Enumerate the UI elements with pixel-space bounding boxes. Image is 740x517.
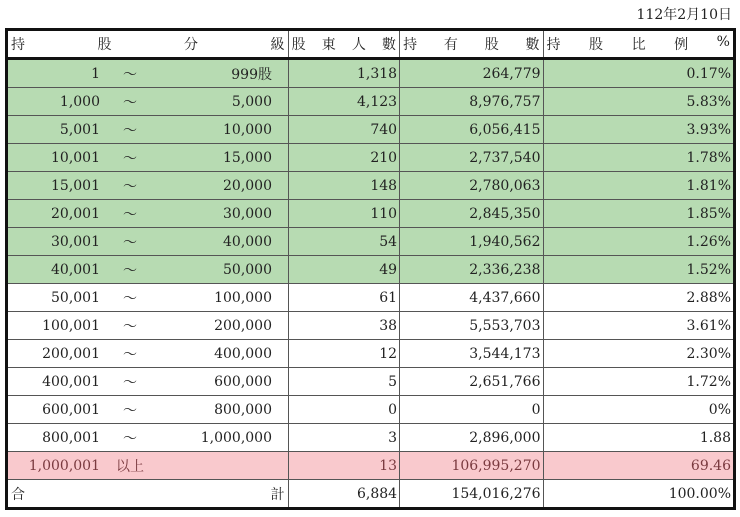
- header-char: 數: [525, 37, 540, 53]
- range-cell: [7, 368, 289, 396]
- range-separator: ～: [123, 150, 137, 167]
- range-separator: ～: [123, 262, 137, 279]
- holders-cell: 4,123: [288, 88, 399, 116]
- table-row: [7, 200, 735, 228]
- range-separator: ～: [123, 206, 137, 223]
- range-cell: [7, 452, 289, 480]
- shares-cell: 1,940,562: [400, 228, 543, 256]
- shares-cell: 264,779: [400, 59, 543, 88]
- range-cell: [7, 59, 289, 88]
- table-row: [7, 424, 735, 452]
- header-row: [7, 30, 735, 59]
- pct-cell: 69.46: [543, 452, 734, 480]
- header-char: 比: [631, 37, 646, 53]
- header-pct: [543, 30, 734, 59]
- header-char: 東: [321, 37, 336, 53]
- range-separator: ～: [123, 234, 137, 251]
- pct-cell: 5.83%: [543, 88, 734, 116]
- range-separator: ～: [123, 94, 137, 111]
- total-label: [7, 480, 289, 509]
- range-separator: ～: [123, 178, 137, 195]
- range-from: 40,001: [51, 261, 100, 278]
- table-row: [7, 144, 735, 172]
- range-to: 5,000: [231, 93, 272, 110]
- range-from: 400,001: [42, 373, 100, 390]
- holders-cell: 3: [288, 424, 399, 452]
- table-row: [7, 116, 735, 144]
- shares-cell: 6,056,415: [400, 116, 543, 144]
- range-to: 50,000: [223, 261, 272, 278]
- range-separator: ～: [123, 290, 137, 307]
- total-label-right: 計: [270, 486, 285, 503]
- pct-cell: 3.61%: [543, 312, 734, 340]
- range-to: 400,000: [214, 345, 272, 362]
- pct-cell: 1.81%: [543, 172, 734, 200]
- pct-cell: 1.52%: [543, 256, 734, 284]
- table-row: [7, 88, 735, 116]
- range-to: 999股: [231, 66, 272, 83]
- header-char: 人: [351, 37, 366, 53]
- range-to: 10,000: [223, 121, 272, 138]
- range-separator: ～: [123, 318, 137, 335]
- shareholding-distribution-table: [5, 28, 736, 510]
- table-row: [7, 340, 735, 368]
- header-char: 股: [589, 37, 604, 53]
- total-label-left: 合: [11, 486, 25, 503]
- range-cell: [7, 116, 289, 144]
- range-separator: ～: [123, 374, 137, 391]
- range-separator: ～: [123, 402, 137, 419]
- range-from: 1,000: [59, 93, 100, 110]
- holders-cell: 740: [288, 116, 399, 144]
- holders-cell: 54: [288, 228, 399, 256]
- range-cell: [7, 340, 289, 368]
- shares-cell: 3,544,173: [400, 340, 543, 368]
- range-to: 600,000: [214, 373, 272, 390]
- shares-cell: 0: [400, 396, 543, 424]
- shares-cell: 2,737,540: [400, 144, 543, 172]
- range-from: 800,001: [42, 429, 100, 446]
- range-to: 15,000: [223, 149, 272, 166]
- range-from: 100,001: [42, 317, 100, 334]
- table-row: [7, 256, 735, 284]
- report-date: 112年2月10日: [636, 7, 732, 23]
- pct-cell: 1.26%: [543, 228, 734, 256]
- range-from: 200,001: [42, 345, 100, 362]
- range-from: 5,001: [59, 121, 100, 138]
- table-row: [7, 59, 735, 88]
- pct-cell: 1.85%: [543, 200, 734, 228]
- pct-cell: 1.78%: [543, 144, 734, 172]
- pct-cell: 1.72%: [543, 368, 734, 396]
- pct-cell: 0%: [543, 396, 734, 424]
- range-separator: ～: [123, 430, 137, 447]
- total-row: [7, 480, 735, 509]
- holders-cell: 61: [288, 284, 399, 312]
- header-char: 持: [546, 37, 561, 53]
- header-char: 分: [184, 37, 199, 53]
- table-row: [7, 368, 735, 396]
- range-cell: [7, 256, 289, 284]
- holders-cell: 0: [288, 396, 399, 424]
- range-separator: ～: [123, 346, 137, 363]
- holders-cell: 49: [288, 256, 399, 284]
- shares-cell: 2,651,766: [400, 368, 543, 396]
- range-cell: [7, 424, 289, 452]
- header-shares: [400, 30, 543, 59]
- pct-cell: 1.88: [543, 424, 734, 452]
- range-separator: ～: [123, 122, 137, 139]
- header-char: 數: [382, 37, 397, 53]
- range-cell: [7, 228, 289, 256]
- header-char: 持: [11, 37, 25, 53]
- total-pct: 100.00%: [543, 480, 734, 509]
- header-char: 持: [403, 37, 418, 53]
- table-row: [7, 452, 735, 480]
- range-separator: 以上: [116, 458, 144, 475]
- range-from: 600,001: [42, 401, 100, 418]
- header-char: %: [716, 34, 730, 50]
- shares-cell: 4,437,660: [400, 284, 543, 312]
- total-shares: 154,016,276: [400, 480, 543, 509]
- pct-cell: 2.88%: [543, 284, 734, 312]
- range-cell: [7, 396, 289, 424]
- range-cell: [7, 312, 289, 340]
- header-char: 級: [270, 37, 285, 53]
- holders-cell: 1,318: [288, 59, 399, 88]
- pct-cell: 2.30%: [543, 340, 734, 368]
- range-cell: [7, 144, 289, 172]
- shares-cell: 2,896,000: [400, 424, 543, 452]
- table-row: [7, 172, 735, 200]
- shares-cell: 8,976,757: [400, 88, 543, 116]
- holders-cell: 148: [288, 172, 399, 200]
- shares-cell: 106,995,270: [400, 452, 543, 480]
- header-range: [7, 30, 289, 59]
- range-from: 1: [91, 65, 100, 82]
- holders-cell: 38: [288, 312, 399, 340]
- pct-cell: 0.17%: [543, 59, 734, 88]
- shares-cell: 5,553,703: [400, 312, 543, 340]
- holders-cell: 110: [288, 200, 399, 228]
- range-cell: [7, 172, 289, 200]
- shares-cell: 2,780,063: [400, 172, 543, 200]
- header-holders: [288, 30, 399, 59]
- range-separator: ～: [123, 66, 137, 83]
- range-from: 15,001: [51, 177, 100, 194]
- range-cell: [7, 88, 289, 116]
- holders-cell: 12: [288, 340, 399, 368]
- range-from: 50,001: [51, 289, 100, 306]
- range-to: 20,000: [223, 177, 272, 194]
- shares-cell: 2,336,238: [400, 256, 543, 284]
- range-from: 10,001: [51, 149, 100, 166]
- range-to: 40,000: [223, 233, 272, 250]
- holders-cell: 210: [288, 144, 399, 172]
- table-row: [7, 284, 735, 312]
- range-cell: [7, 284, 289, 312]
- range-to: 200,000: [214, 317, 272, 334]
- range-to: 1,000,000: [200, 429, 272, 446]
- range-to: 30,000: [223, 205, 272, 222]
- holders-cell: 13: [288, 452, 399, 480]
- pct-cell: 3.93%: [543, 116, 734, 144]
- range-from: 20,001: [51, 205, 100, 222]
- header-char: 股: [484, 37, 499, 53]
- table-row: [7, 312, 735, 340]
- total-holders: 6,884: [288, 480, 399, 509]
- range-cell: [7, 200, 289, 228]
- table-row: [7, 396, 735, 424]
- range-from: 30,001: [51, 233, 100, 250]
- holders-cell: 5: [288, 368, 399, 396]
- header-char: 股: [291, 37, 306, 53]
- header-char: 有: [443, 37, 458, 53]
- range-to: 800,000: [214, 401, 272, 418]
- range-to: 100,000: [214, 289, 272, 306]
- header-char: 例: [674, 37, 689, 53]
- header-char: 股: [97, 37, 112, 53]
- range-from: 1,000,001: [28, 457, 100, 474]
- table-row: [7, 228, 735, 256]
- shares-cell: 2,845,350: [400, 200, 543, 228]
